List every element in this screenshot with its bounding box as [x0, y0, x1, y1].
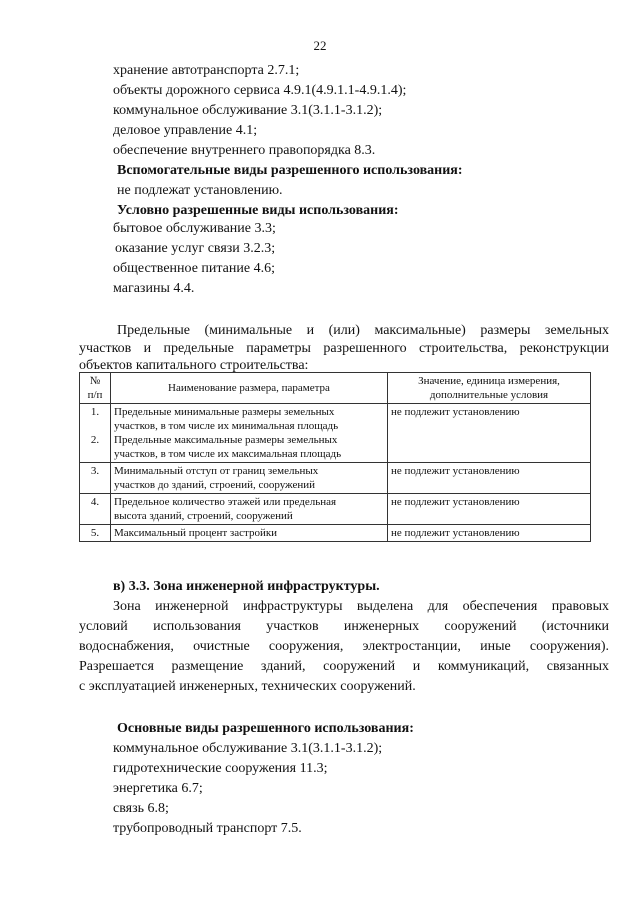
aux-heading: Вспомогательные виды разрешенного использования:: [117, 163, 463, 178]
table-header-row: [80, 373, 591, 404]
list-item: коммунальное обслуживание 3.1(3.1.1-3.1.2);: [113, 741, 383, 756]
list-item: магазины 4.4.: [113, 281, 195, 296]
zone-paragraph-line: с эксплуатацией инженерных, технических сооружений.: [79, 679, 416, 694]
limits-paragraph-line: объектов капитального строительства:: [79, 358, 309, 373]
row-value: не подлежит установлению: [388, 404, 591, 463]
table-row: [80, 404, 591, 463]
limits-paragraph-line: Предельные (минимальные и (или) максимальные) размеры земельных: [117, 323, 609, 338]
table-row: [80, 525, 591, 542]
header-num: № п/п: [80, 373, 111, 404]
zone-heading: в) 3.3. Зона инженерной инфраструктуры.: [113, 579, 380, 594]
list-item: хранение автотранспорта 2.7.1;: [113, 63, 300, 78]
list-item: трубопроводный транспорт 7.5.: [113, 821, 302, 836]
header-value: Значение, единица измерения, дополнительные условия: [388, 373, 591, 404]
list-item: связь 6.8;: [113, 801, 169, 816]
row-num: 3.: [80, 463, 111, 494]
list-item: коммунальное обслуживание 3.1(3.1.1-3.1.2);: [113, 103, 383, 118]
page-number: 22: [313, 38, 327, 53]
table-row: [80, 494, 591, 525]
limits-paragraph-line: участков и предельные параметры разрешенного строительства, реконструкции: [79, 341, 609, 356]
row-num: 4.: [80, 494, 111, 525]
zone-paragraph-line: условий использования участков инженерных сооружений (источники: [79, 619, 609, 634]
zone-paragraph-line: Разрешается размещение зданий, сооружений и коммуникаций, связанных: [79, 659, 609, 674]
list-item: энергетика 6.7;: [113, 781, 203, 796]
list-item: объекты дорожного сервиса 4.9.1(4.9.1.1-4.9.1.4);: [113, 83, 407, 98]
row-num: 5.: [80, 525, 111, 542]
list-item: оказание услуг связи 3.2.3;: [115, 241, 276, 256]
zone-paragraph-line: Зона инженерной инфраструктуры выделена для обеспечения правовых: [113, 599, 609, 614]
list-item: деловое управление 4.1;: [113, 123, 258, 138]
row-value: не подлежит установлению: [388, 463, 591, 494]
row-num: 1. 2.: [80, 404, 111, 463]
cond-heading: Условно разрешенные виды использования:: [117, 203, 399, 218]
row-name: Минимальный отступ от границ земельных участков до зданий, строений, сооружений: [111, 463, 388, 494]
parameters-table: [79, 372, 591, 542]
zone-paragraph-line: водоснабжения, очистные сооружения, электростанции, иные сооружения).: [79, 639, 609, 654]
main-heading: Основные виды разрешенного использования:: [117, 721, 414, 736]
row-value: не подлежит установлению: [388, 494, 591, 525]
table-row: [80, 463, 591, 494]
row-name: Максимальный процент застройки: [111, 525, 388, 542]
list-item: бытовое обслуживание 3.3;: [113, 221, 276, 236]
aux-value: не подлежат установлению.: [117, 183, 283, 198]
row-name: Предельные минимальные размеры земельных участков, в том числе их минимальная площадь Предельные максимальные размеры земельных участков, в том числе их максимальная площадь: [111, 404, 388, 463]
list-item: обеспечение внутреннего правопорядка 8.3.: [113, 143, 376, 158]
list-item: общественное питание 4.6;: [113, 261, 275, 276]
header-name: Наименование размера, параметра: [111, 373, 388, 404]
row-value: не подлежит установлению: [388, 525, 591, 542]
row-name: Предельное количество этажей или предельная высота зданий, строений, сооружений: [111, 494, 388, 525]
list-item: гидротехнические сооружения 11.3;: [113, 761, 328, 776]
